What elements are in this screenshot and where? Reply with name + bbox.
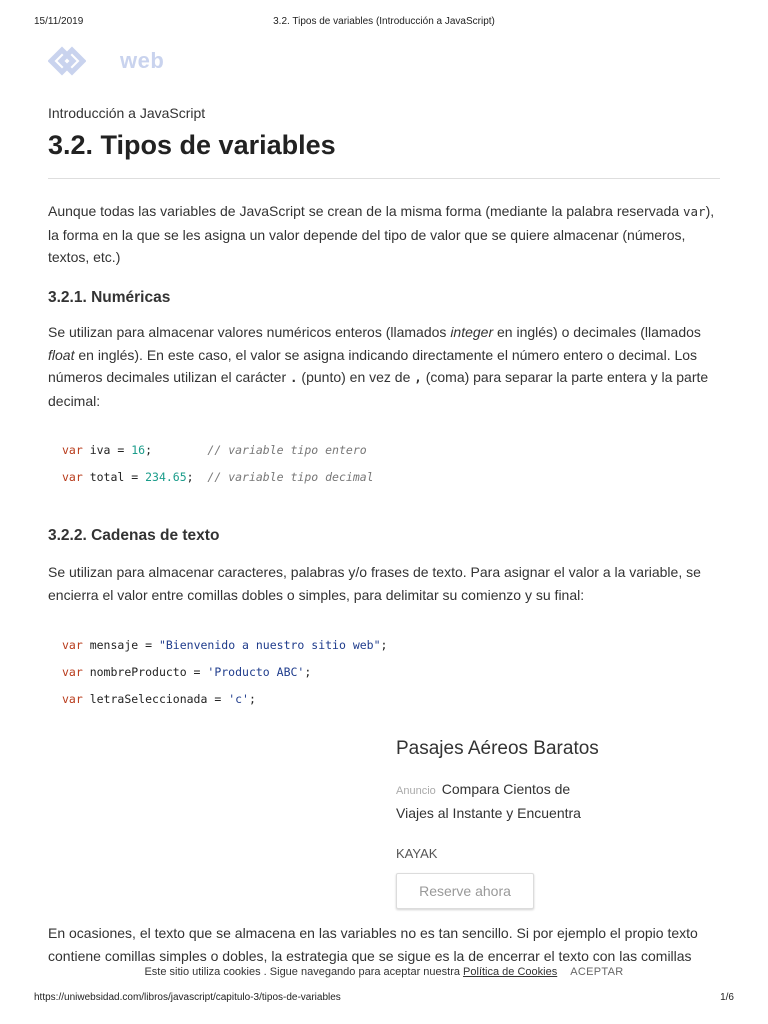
code-line	[62, 637, 387, 664]
code-comment: // variable tipo entero	[207, 443, 367, 457]
print-header	[0, 16, 768, 32]
print-date: 15/11/2019	[34, 16, 84, 27]
cookie-accept-button[interactable]: ACEPTAR	[570, 966, 624, 978]
logo-text: web	[120, 48, 165, 73]
ad-body[interactable]	[396, 778, 606, 824]
code-text: letraSeleccionada =	[82, 692, 229, 706]
continuation-paragraph: En ocasiones, el texto que se almacena en las variables no es tan sencillo. Si por ejemplo el propio texto contiene comillas simples o dobles, la estrategia que se sigue es la de encerrar el texto con las comillas	[48, 925, 698, 964]
print-footer	[0, 992, 768, 1006]
code-keyword: var	[62, 470, 83, 484]
code-keyword: var	[62, 638, 83, 652]
ad-badge: Anuncio	[396, 785, 436, 797]
text: (coma) para separar la parte entera y la parte decimal:	[48, 369, 709, 409]
reserve-button[interactable]: Reserve ahora	[396, 873, 534, 909]
code-keyword: var	[62, 692, 83, 706]
ad-description[interactable]: Compara Cientos de Viajes al Instante y Encuentra	[396, 781, 581, 821]
code-line	[62, 691, 387, 718]
emphasis-integer: integer	[450, 324, 494, 340]
section-heading-cadenas: 3.2.2. Cadenas de texto	[48, 527, 220, 544]
code-text: nombreProducto =	[82, 665, 208, 679]
code-block-numericas	[62, 442, 374, 496]
code-string: 'c'	[228, 692, 249, 706]
inline-code-var: var	[683, 204, 706, 219]
code-keyword: var	[62, 665, 83, 679]
text: en inglés). En este caso, el valor se asigna indicando directamente el número entero o decimal. Los números decimales utilizan el carácter	[48, 346, 698, 385]
text: (punto) en vez de	[297, 369, 415, 385]
cookie-text: Este sitio utiliza cookies . Sigue navegando para aceptar nuestra	[144, 966, 460, 978]
text: en inglés) o decimales (llamados	[493, 324, 701, 340]
code-line	[62, 469, 374, 496]
code-text: ;	[248, 692, 256, 706]
cookie-bar	[0, 966, 768, 978]
code-text: ;	[145, 443, 208, 457]
code-string: 'Producto ABC'	[207, 665, 305, 679]
code-number: 16	[131, 443, 146, 457]
page-number: 1/6	[720, 992, 734, 1003]
code-text: ;	[380, 638, 388, 652]
code-text: mensaje =	[82, 638, 159, 652]
code-text: ;	[304, 665, 312, 679]
code-line	[62, 664, 387, 691]
emphasis-float: float	[48, 346, 75, 363]
inline-code-dot: .	[290, 370, 298, 385]
cookie-policy-link[interactable]: Política de Cookies	[463, 966, 558, 978]
ad-advertiser[interactable]: KAYAK	[396, 846, 438, 861]
breadcrumb[interactable]: Introducción a JavaScript	[48, 105, 206, 121]
advertisement[interactable]	[396, 738, 626, 909]
site-logo[interactable]	[48, 44, 164, 78]
print-url: https://uniwebsidad.com/libros/javascript/capitulo-3/tipos-de-variables	[34, 992, 341, 1003]
code-text: total =	[82, 470, 146, 484]
code-block-cadenas	[62, 637, 387, 718]
page-title: 3.2. Tipos de variables	[48, 130, 336, 160]
text: Se utilizan para almacenar valores numéricos enteros (llamados	[48, 324, 451, 340]
code-comment: // variable tipo decimal	[207, 470, 374, 484]
title-divider	[48, 178, 720, 179]
code-text: iva =	[82, 443, 132, 457]
inline-code-comma: ,	[414, 370, 422, 385]
code-keyword: var	[62, 443, 83, 457]
intro-text-2: ), la forma en la que se les asigna un valor depende del tipo de valor que se quiere almacenar (números, textos, etc.)	[48, 203, 715, 265]
code-number: 234.65	[145, 470, 187, 484]
uniwebsidad-logo-icon	[48, 44, 86, 78]
cadenas-paragraph: Se utilizan para almacenar caracteres, palabras y/o frases de texto. Para asignar el valor a la variable, se encierra el valor entre comillas dobles o simples, para delimitar su comienzo y su final:	[48, 564, 701, 603]
numericas-paragraph	[48, 321, 728, 412]
ad-title[interactable]: Pasajes Aéreos Baratos	[396, 738, 599, 759]
print-document-title: 3.2. Tipos de variables (Introducción a JavaScript)	[273, 16, 495, 27]
code-string: "Bienvenido a nuestro sitio web"	[158, 638, 381, 652]
section-heading-numericas: 3.2.1. Numéricas	[48, 289, 171, 306]
intro-text-1: Aunque todas las variables de JavaScript se crean de la misma forma (mediante la palabra reservada	[48, 203, 683, 219]
code-line	[62, 442, 374, 469]
intro-paragraph	[48, 200, 728, 269]
code-text: ;	[186, 470, 208, 484]
